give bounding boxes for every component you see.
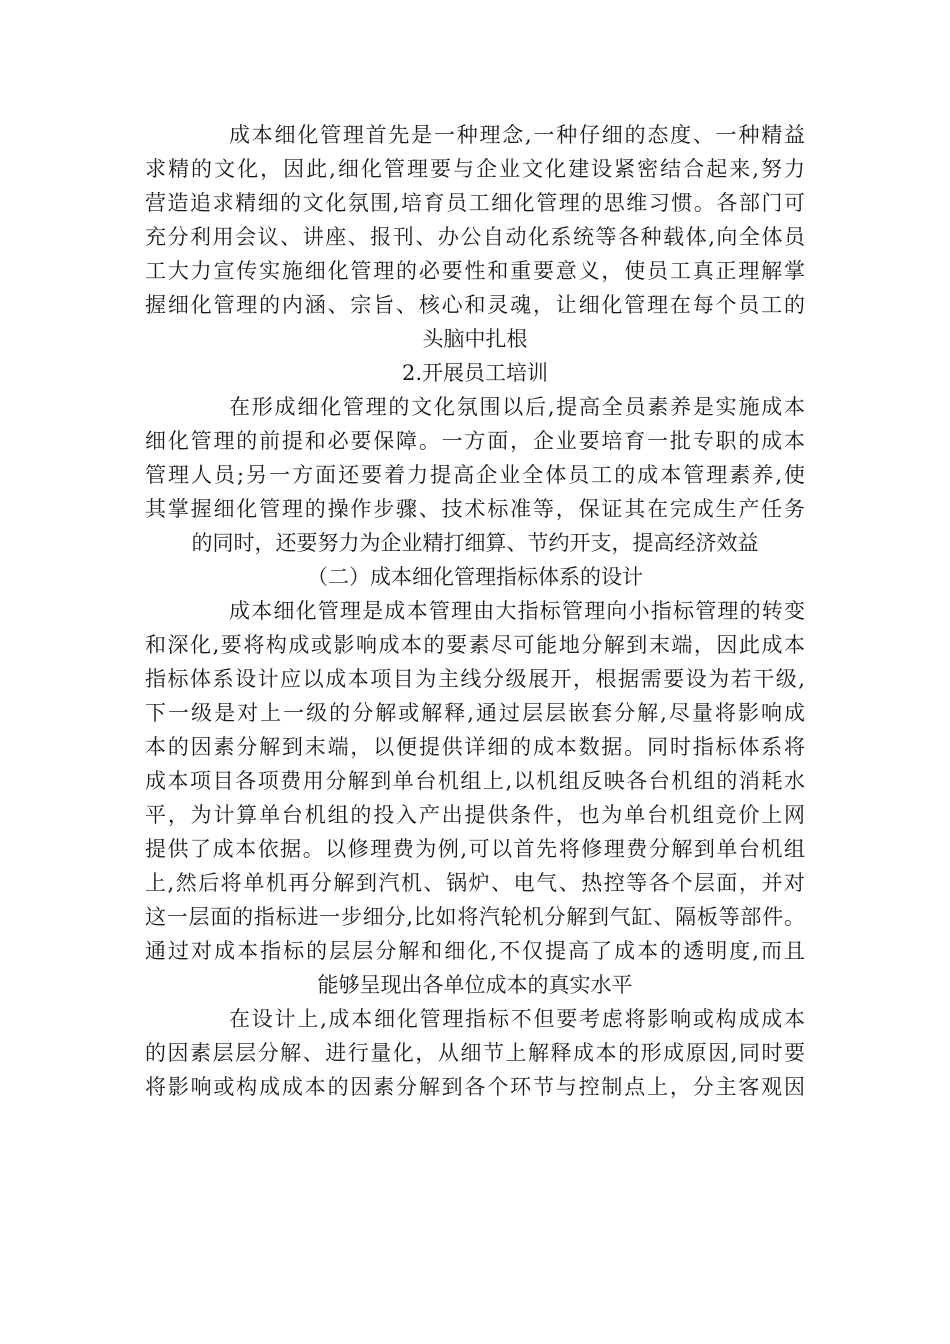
document-page — [145, 118, 805, 1104]
paragraph-line: 的因素层层分解、进行量化，从细节上解释成本的形成原因,同时要 — [145, 1041, 805, 1065]
paragraph-line: 工大力宣传实施细化管理的必要性和重要意义，使员工真正理解掌 — [145, 259, 805, 283]
paragraph-line: 上,然后将单机再分解到汽机、锅炉、电气、热控等各个层面，并对 — [145, 871, 805, 895]
paragraph-line: 成本项目各项费用分解到单台机组上,以机组反映各台机组的消耗水 — [145, 769, 805, 793]
paragraph-line: 细化管理的前提和必要保障。一方面，企业要培育一批专职的成本 — [145, 429, 805, 453]
paragraph-line: 其掌握细化管理的操作步骤、技术标准等，保证其在完成生产任务 — [145, 497, 805, 521]
paragraph-culture — [145, 118, 805, 356]
section-heading-training: 2.开展员工培训 — [401, 361, 549, 385]
paragraph-line: 充分利用会议、讲座、报刊、办公自动化系统等各种载体,向全体员 — [145, 225, 805, 249]
paragraph-line: 能够呈现出各单位成本的真实水平 — [317, 973, 633, 997]
paragraph-line: 在形成细化管理的文化氛围以后,提高全员素养是实施成本 — [229, 395, 805, 419]
paragraph-line: 将影响或构成成本的因素分解到各个环节与控制点上，分主客观因 — [145, 1075, 805, 1099]
paragraph-line: 成本细化管理是成本管理由大指标管理向小指标管理的转变 — [229, 599, 805, 623]
paragraph-line: 的同时，还要努力为企业精打细算、节约开支，提高经济效益 — [191, 531, 759, 555]
paragraph-line: 这一层面的指标进一步细分,比如将汽轮机分解到气缸、隔板等部件。 — [145, 905, 805, 929]
paragraph-line: 下一级是对上一级的分解或解释,通过层层嵌套分解,尽量将影响成 — [145, 701, 805, 725]
paragraph-line: 通过对成本指标的层层分解和细化,不仅提高了成本的透明度,而且 — [145, 939, 805, 963]
paragraph-line: 和深化,要将构成或影响成本的要素尽可能地分解到末端，因此成本 — [145, 633, 805, 657]
paragraph-design — [145, 1002, 805, 1104]
paragraph-line: 求精的文化，因此,细化管理要与企业文化建设紧密结合起来,努力 — [145, 157, 805, 181]
paragraph-line: 成本细化管理首先是一种理念,一种仔细的态度、一种精益 — [229, 123, 805, 147]
section-heading-indicator-design: （二）成本细化管理指标体系的设计 — [307, 565, 643, 589]
paragraph-line: 指标体系设计应以成本项目为主线分级展开，根据需要设为若干级, — [145, 667, 805, 691]
paragraph-line: 营造追求精细的文化氛围,培育员工细化管理的思维习惯。各部门可 — [145, 191, 805, 215]
paragraph-line: 在设计上,成本细化管理指标不但要考虑将影响或构成成本 — [229, 1007, 805, 1031]
paragraph-line: 本的因素分解到末端，以便提供详细的成本数据。同时指标体系将 — [145, 735, 805, 759]
paragraph-line: 平，为计算单台机组的投入产出提供条件，也为单台机组竞价上网 — [145, 803, 805, 827]
paragraph-indicator-system — [145, 594, 805, 1002]
paragraph-line: 提供了成本依据。以修理费为例,可以首先将修理费分解到单台机组 — [145, 837, 805, 861]
paragraph-training — [145, 390, 805, 560]
paragraph-line: 管理人员;另一方面还要着力提高企业全体员工的成本管理素养,使 — [145, 463, 805, 487]
paragraph-line: 握细化管理的内涵、宗旨、核心和灵魂，让细化管理在每个员工的 — [145, 293, 805, 317]
paragraph-line: 头脑中扎根 — [422, 327, 528, 351]
